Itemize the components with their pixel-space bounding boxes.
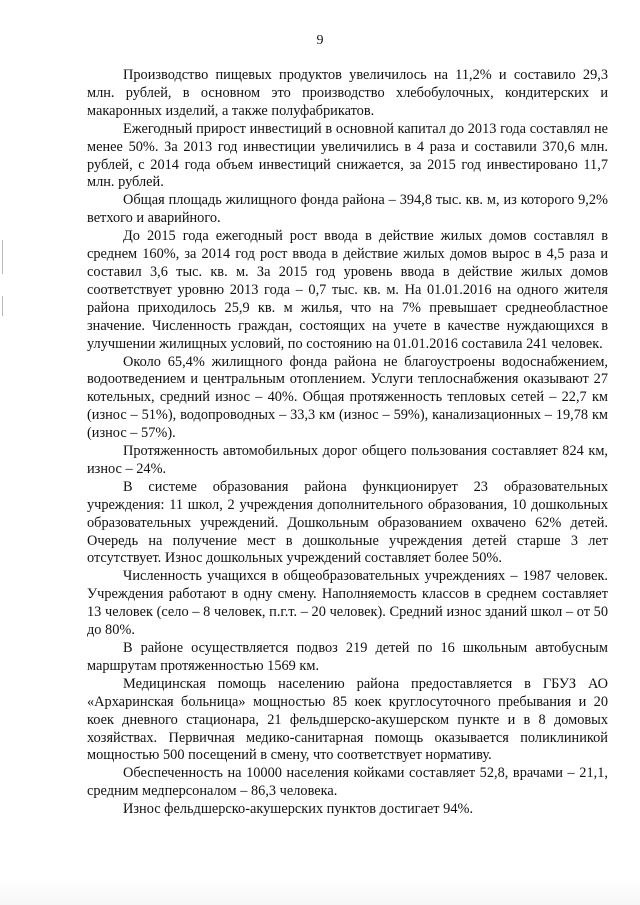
paragraph-investments: Ежегодный прирост инвестиций в основной капитал до 2013 года составлял не менее 50%. За 2013 год инвестиции увеличились в 4 раза и составили 370,6 млн. рублей, с 2014 года объем инвестиций снижается, за 2015 год инвестировано 11,7 млн. рублей. (87, 120, 608, 191)
page-number: 9 (316, 33, 324, 48)
scan-edge-mark (2, 296, 3, 316)
paragraph-medical-care: Медицинская помощь населению района предоставляется в ГБУЗ АО «Архаринская больница» мощностью 85 коек круглосуточного пребывания и 20 коек дневного стационара, 21 фельдшерско-акушерском пункте и в 8 домовых хозяйствах. Первичная медико-санитарная помощь оказывается поликлиникой мощностью 500 посещений в смену, что соответствует нормативу. (87, 675, 608, 764)
paragraph-utilities: Около 65,4% жилищного фонда района не благоустроены водоснабжением, водоотведением и центральным отоплением. Услуги теплоснабжения оказывают 27 котельных, средний износ – 40%. Общая протяженность тепловых сетей – 22,7 км (износ – 51%), водопроводных – 33,3 км (износ – 59%), канализационных – 19,78 км (износ – 57%). (87, 353, 608, 442)
paragraph-food-production: Производство пищевых продуктов увеличилось на 11,2% и составило 29,3 млн. рублей, в основном это производство хлебобулочных, кондитерских и макаронных изделий, а также полуфабрикатов. (87, 67, 608, 119)
paragraph-housing-construction: До 2015 года ежегодный рост ввода в действие жилых домов составлял в среднем 160%, за 2014 год рост ввода в действие жилых домов вырос в 4,5 раза и составил 3,6 тыс. кв. м. За 2015 год уровень ввода в действие жилых домов соответствует уровню 2013 года – 0,7 тыс. кв. м. На 01.01.2016 на одного жителя района приходилось 25,9 кв. м жилья, что на 7% превышает среднеобластное значение. Численность граждан, состоящих на учете в качестве нуждающихся в улучшении жилищных условий, по состоянию на 01.01.2016 составила 241 человек. (87, 228, 608, 352)
paragraph-education-system: В системе образования района функционирует 23 образовательных учреждения: 11 школ, 2 учреждения дополнительного образования, 10 дошкольных образовательных учреждений. Дошкольным образованием охвачено 62% детей. Очередь на получение мест в дошкольные учреждения детей старше 3 лет отсутствует. Износ дошкольных учреждений составляет более 50%. (87, 478, 608, 567)
scan-edge-mark (2, 240, 3, 274)
paragraph-students: Численность учащихся в общеобразовательных учреждениях – 1987 человек. Учреждения работают в одну смену. Наполняемость классов в среднем составляет 13 человек (село – 8 человек, п.г.т. – 20 человек). Средний износ зданий школ – от 50 до 80%. (87, 568, 608, 639)
paragraph-roads: Протяженность автомобильных дорог общего пользования составляет 824 км, износ – 24%. (87, 443, 608, 477)
paragraph-medical-staffing: Обеспеченность на 10000 населения койками составляет 52,8, врачами – 21,1, средним медперсоналом – 86,3 человека. (87, 765, 608, 800)
paragraph-fap-wear: Износ фельдшерско-акушерских пунктов достигает 94%. (123, 801, 474, 818)
scan-bottom-shadow (0, 878, 640, 905)
document-body (87, 67, 608, 819)
paragraph-school-buses: В районе осуществляется подвоз 219 детей по 16 школьным автобусным маршрутам протяженностью 1569 км. (87, 640, 608, 674)
paragraph-housing-area: Общая площадь жилищного фонда района – 394,8 тыс. кв. м, из которого 9,2% ветхого и аварийного. (87, 192, 608, 227)
